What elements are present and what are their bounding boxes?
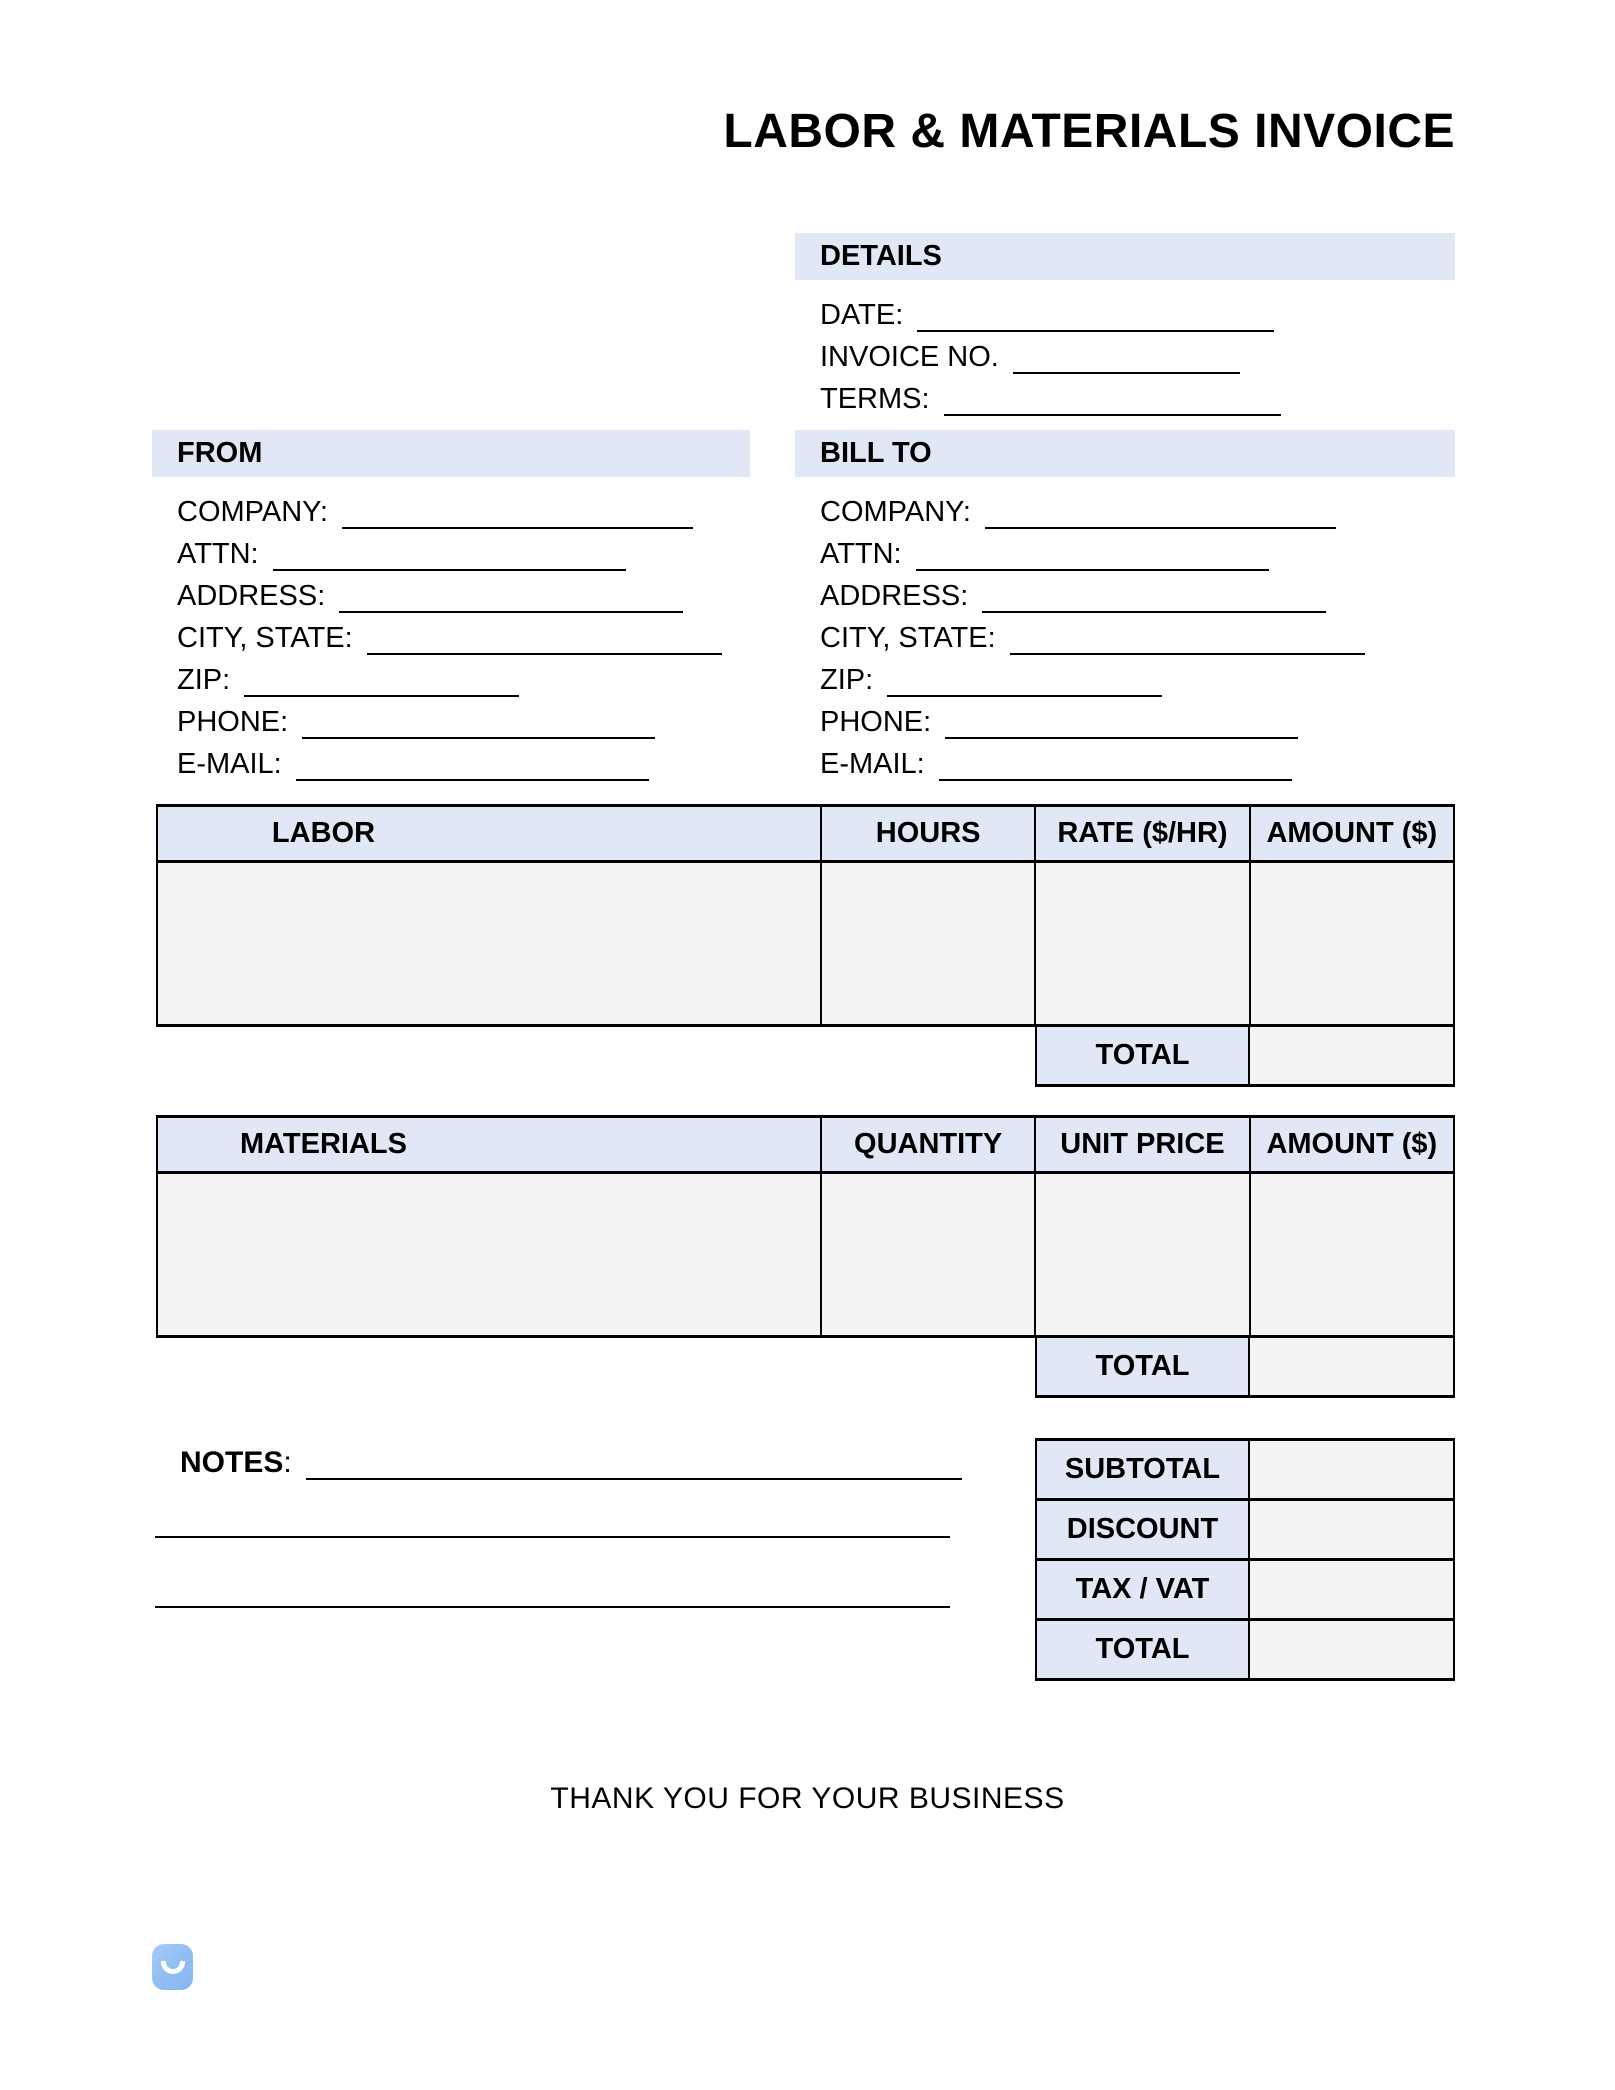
- details-section: [795, 233, 1455, 416]
- smile-icon: [161, 1961, 185, 1974]
- unit-price-column-header: UNIT PRICE: [1034, 1118, 1248, 1171]
- city-state-label: CITY, STATE:: [820, 622, 996, 654]
- labor-rate-cell[interactable]: [1034, 863, 1248, 1024]
- from-email-row: [152, 739, 750, 781]
- from-phone-row: [152, 697, 750, 739]
- invoice-no-label: INVOICE NO.: [820, 341, 999, 373]
- subtotal-label: SUBTOTAL: [1035, 1441, 1250, 1498]
- from-address-row: [152, 571, 750, 613]
- field-terms: [795, 374, 1455, 416]
- labor-hours-cell[interactable]: [820, 863, 1034, 1024]
- billto-company-row: [795, 487, 1455, 529]
- from-company-blank[interactable]: [342, 499, 693, 529]
- subtotal-row: [1035, 1441, 1455, 1501]
- thank-you-message: THANK YOU FOR YOUR BUSINESS: [550, 1782, 1065, 1815]
- materials-table: [156, 1115, 1455, 1398]
- amount-column-header: AMOUNT ($): [1249, 1118, 1453, 1171]
- date-blank[interactable]: [917, 302, 1274, 332]
- materials-total-label: TOTAL: [1035, 1338, 1250, 1398]
- bill-to-header: BILL TO: [795, 430, 1455, 477]
- billto-email-blank[interactable]: [939, 751, 1292, 781]
- from-attn-blank[interactable]: [273, 541, 626, 571]
- billto-city-state-blank[interactable]: [1010, 625, 1365, 655]
- phone-label: PHONE:: [177, 706, 289, 738]
- grand-total-label: TOTAL: [1035, 1621, 1250, 1678]
- materials-table-header-row: [156, 1115, 1455, 1174]
- city-state-label: CITY, STATE:: [177, 622, 353, 654]
- notes-blank-line-3[interactable]: [155, 1606, 950, 1608]
- billto-city-state-row: [795, 613, 1455, 655]
- labor-total-value-cell[interactable]: [1250, 1027, 1455, 1087]
- labor-table-header-row: [156, 804, 1455, 863]
- field-date: [795, 290, 1455, 332]
- company-label: COMPANY:: [177, 496, 328, 528]
- billto-phone-blank[interactable]: [945, 709, 1298, 739]
- materials-unit-price-cell[interactable]: [1034, 1174, 1248, 1335]
- date-label: DATE:: [820, 299, 904, 331]
- discount-value-cell[interactable]: [1250, 1501, 1455, 1558]
- page-title: LABOR & MATERIALS INVOICE: [723, 105, 1455, 158]
- company-label: COMPANY:: [820, 496, 971, 528]
- from-attn-row: [152, 529, 750, 571]
- attn-label: ATTN:: [820, 538, 902, 570]
- details-header: DETAILS: [795, 233, 1455, 280]
- labor-description-cell[interactable]: [158, 863, 820, 1024]
- from-address-blank[interactable]: [339, 583, 683, 613]
- tax-vat-label: TAX / VAT: [1035, 1561, 1250, 1618]
- materials-description-cell[interactable]: [158, 1174, 820, 1335]
- invoice-no-blank[interactable]: [1013, 344, 1240, 374]
- subtotal-value-cell[interactable]: [1250, 1441, 1455, 1498]
- materials-total-value-cell[interactable]: [1250, 1338, 1455, 1398]
- tax-vat-value-cell[interactable]: [1250, 1561, 1455, 1618]
- email-label: E-MAIL:: [820, 748, 925, 780]
- terms-blank[interactable]: [944, 386, 1281, 416]
- materials-total-row: [156, 1338, 1455, 1398]
- zip-label: ZIP:: [820, 664, 874, 696]
- quantity-column-header: QUANTITY: [820, 1118, 1034, 1171]
- field-invoice-no: [795, 332, 1455, 374]
- address-label: ADDRESS:: [177, 580, 326, 612]
- grand-total-value-cell[interactable]: [1250, 1621, 1455, 1678]
- billto-attn-blank[interactable]: [916, 541, 1269, 571]
- attn-label: ATTN:: [177, 538, 259, 570]
- grand-total-row: [1035, 1621, 1455, 1681]
- amount-column-header: AMOUNT ($): [1249, 807, 1453, 860]
- notes-blank-line-2[interactable]: [155, 1536, 950, 1538]
- from-zip-blank[interactable]: [244, 667, 519, 697]
- billto-phone-row: [795, 697, 1455, 739]
- billto-address-blank[interactable]: [982, 583, 1326, 613]
- billto-address-row: [795, 571, 1455, 613]
- materials-quantity-cell[interactable]: [820, 1174, 1034, 1335]
- discount-label: DISCOUNT: [1035, 1501, 1250, 1558]
- from-city-state-row: [152, 613, 750, 655]
- labor-table: [156, 804, 1455, 1087]
- notes-section: [152, 1438, 962, 1480]
- zip-label: ZIP:: [177, 664, 231, 696]
- from-phone-blank[interactable]: [302, 709, 655, 739]
- materials-amount-cell[interactable]: [1249, 1174, 1453, 1335]
- summary-table: [1035, 1438, 1455, 1681]
- billto-attn-row: [795, 529, 1455, 571]
- labor-total-label: TOTAL: [1035, 1027, 1250, 1087]
- rate-column-header: RATE ($/HR): [1034, 807, 1248, 860]
- terms-label: TERMS:: [820, 383, 930, 415]
- hours-column-header: HOURS: [820, 807, 1034, 860]
- materials-table-body-row: [156, 1174, 1455, 1338]
- labor-table-body-row: [156, 863, 1455, 1027]
- from-company-row: [152, 487, 750, 529]
- billto-zip-blank[interactable]: [887, 667, 1162, 697]
- phone-label: PHONE:: [820, 706, 932, 738]
- from-city-state-blank[interactable]: [367, 625, 722, 655]
- labor-amount-cell[interactable]: [1249, 863, 1453, 1024]
- tax-vat-row: [1035, 1561, 1455, 1621]
- notes-label: NOTES: [180, 1446, 284, 1479]
- address-label: ADDRESS:: [820, 580, 969, 612]
- bill-to-section: [795, 430, 1455, 781]
- billto-company-blank[interactable]: [985, 499, 1336, 529]
- discount-row: [1035, 1501, 1455, 1561]
- labor-column-header: LABOR: [271, 817, 376, 849]
- from-email-blank[interactable]: [296, 751, 649, 781]
- billto-email-row: [795, 739, 1455, 781]
- billto-zip-row: [795, 655, 1455, 697]
- notes-colon: :: [283, 1446, 292, 1479]
- email-label: E-MAIL:: [177, 748, 282, 780]
- invoice-maker-logo: [152, 1944, 193, 1990]
- from-header: FROM: [152, 430, 750, 477]
- from-section: [152, 430, 750, 781]
- from-zip-row: [152, 655, 750, 697]
- materials-column-header: MATERIALS: [239, 1128, 407, 1160]
- labor-total-row: [156, 1027, 1455, 1087]
- notes-blank-line-1[interactable]: [306, 1450, 962, 1480]
